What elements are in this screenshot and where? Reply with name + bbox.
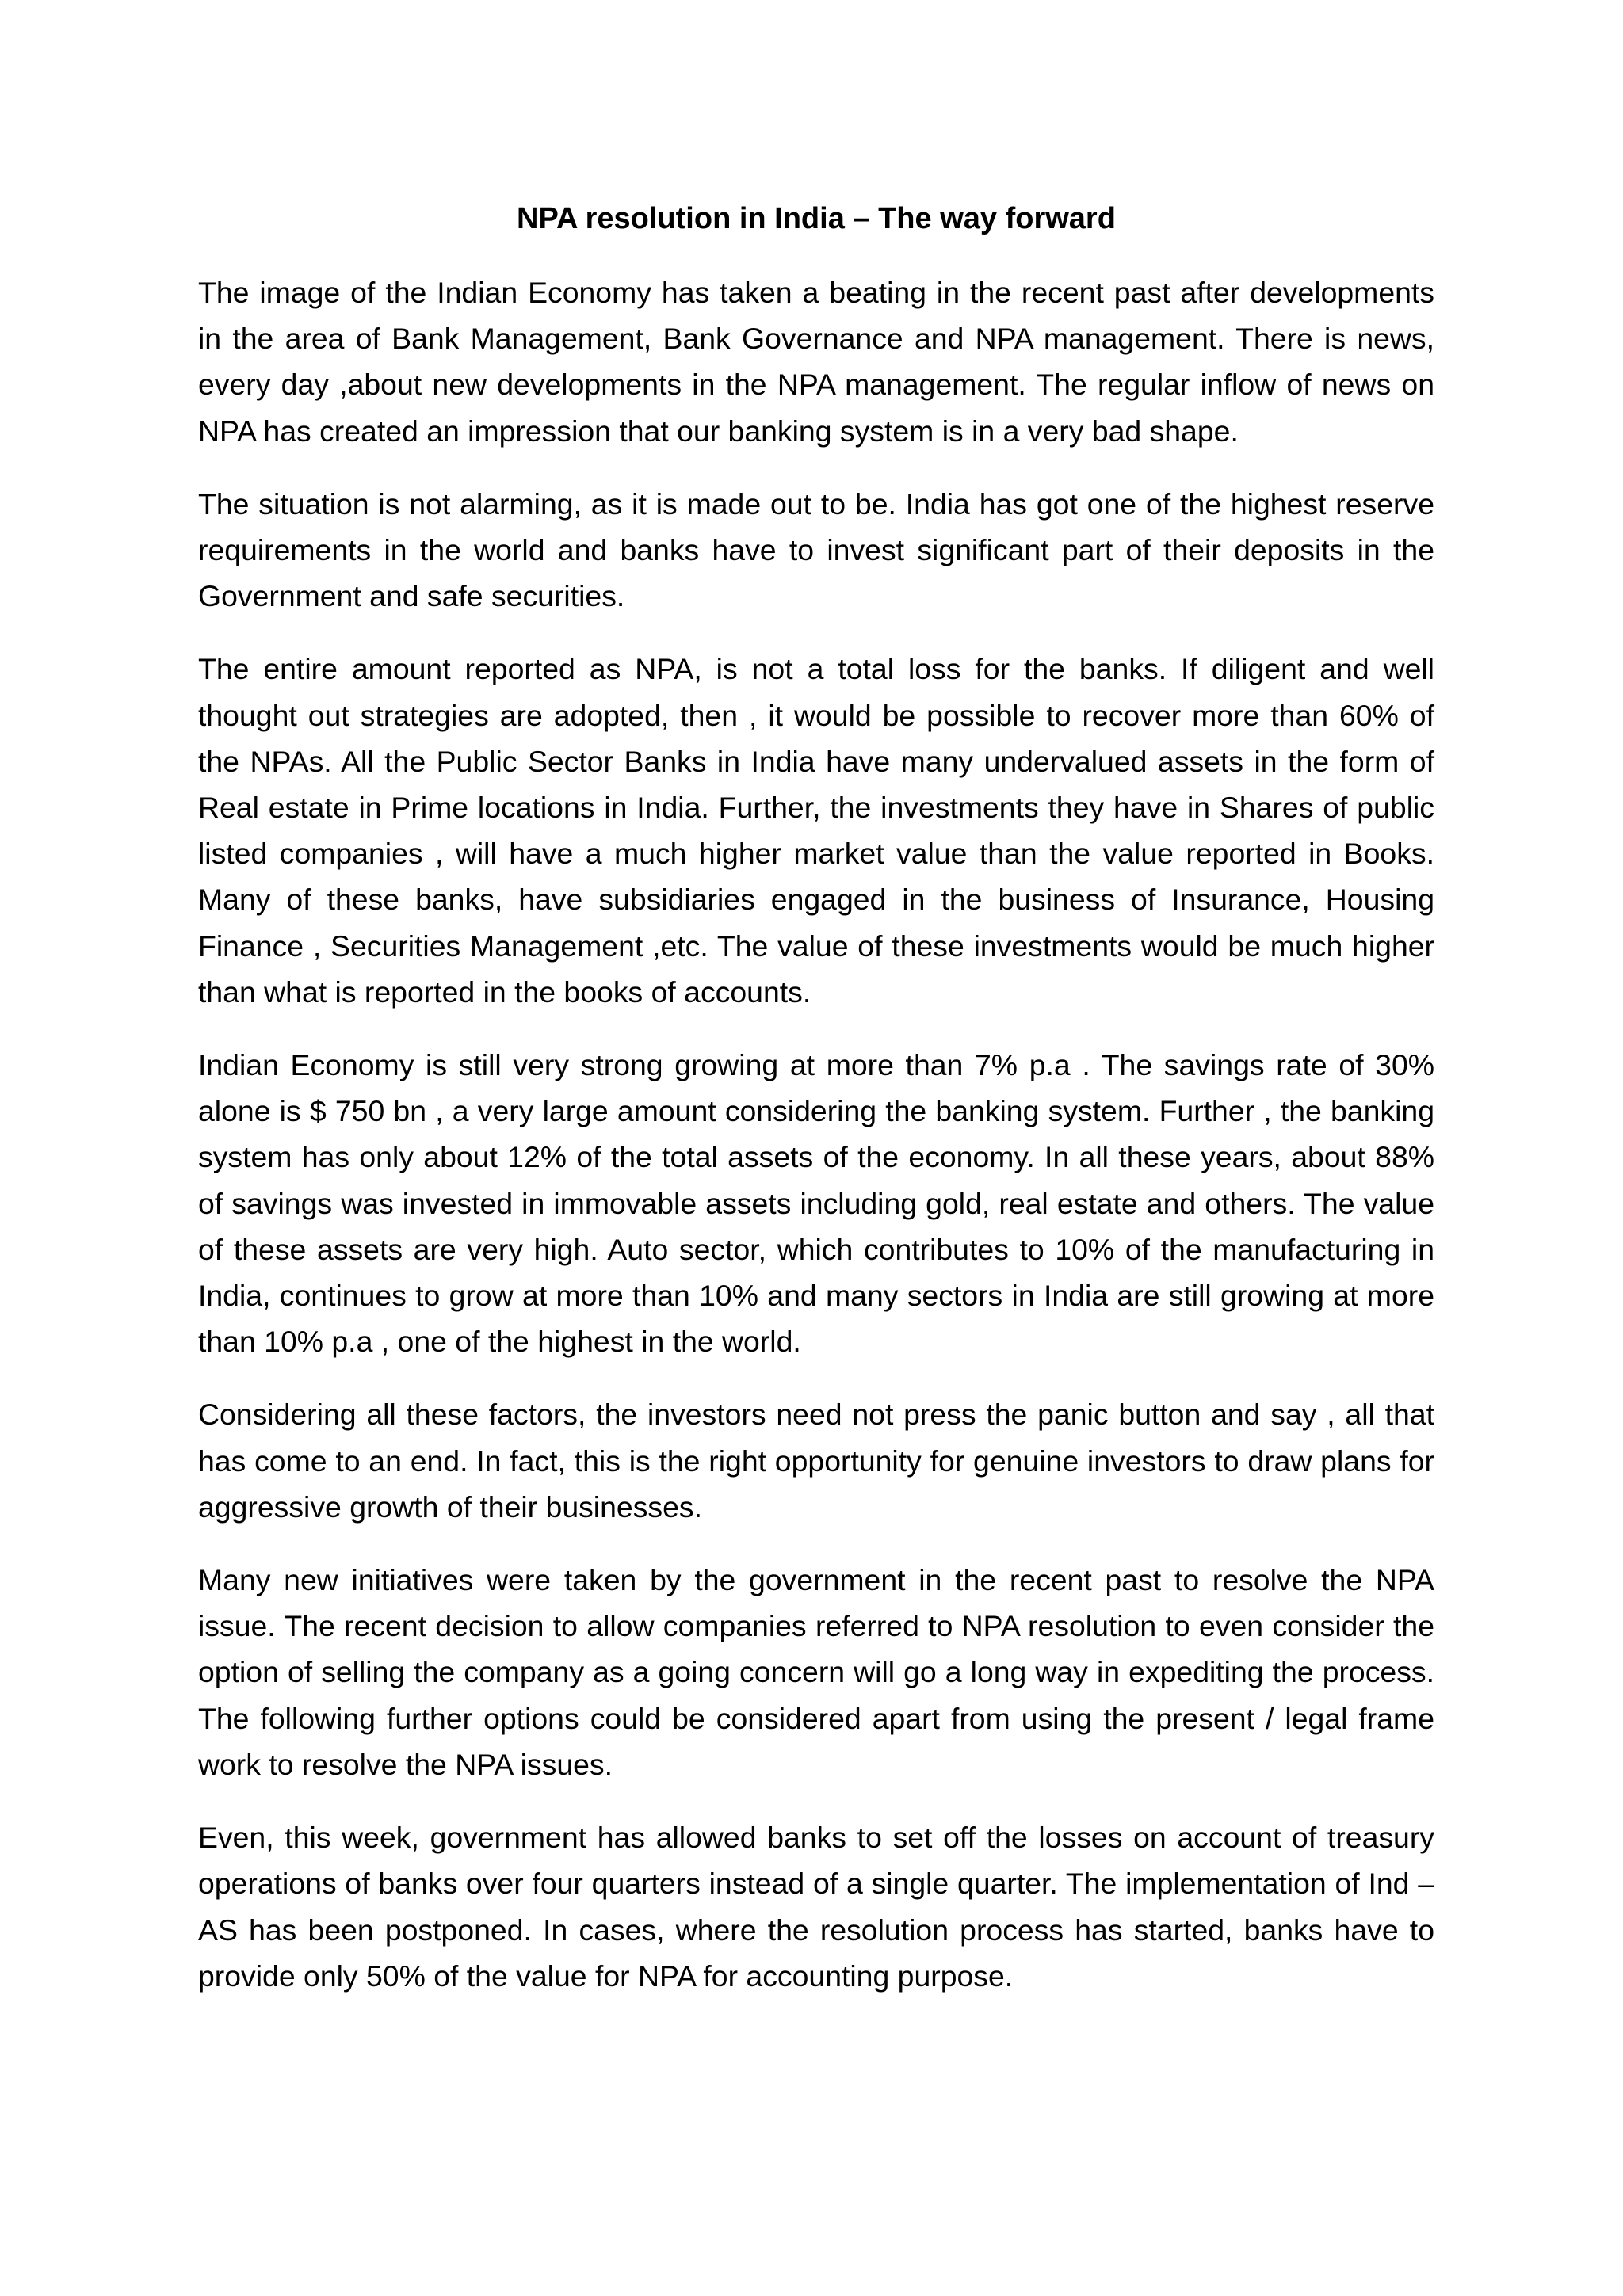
- paragraph-1: The image of the Indian Economy has taken a beating in the recent past after developments in the area of Bank Management, Bank Governance and NPA management. There is news, every day ,about new developments in the NPA management. The regular inflow of news on NPA has created an impression that our banking system is in a very bad shape.: [198, 276, 1434, 448]
- document-page: [198, 196, 1434, 2026]
- paragraph-6: Many new initiatives were taken by the government in the recent past to resolve the NPA issue. The recent decision to allow companies referred to NPA resolution to even consider the option of selling the company as a going concern will go a long way in expediting the process. The following further options could be considered apart from using the present / legal frame work to resolve the NPA issues.: [198, 1563, 1434, 1781]
- document-title: NPA resolution in India – The way forward: [517, 202, 1116, 235]
- paragraph-4: Indian Economy is still very strong growing at more than 7% p.a . The savings rate of 30% alone is $ 750 bn , a very large amount considering the banking system. Further , the banking system has only about 12% of the total assets of the economy. In all these years, about 88% of savings was invested in immovable assets including gold, real estate and others. The value of these assets are very high. Auto sector, which contributes to 10% of the manufacturing in India, continues to grow at more than 10% and many sectors in India are still growing at more than 10% p.a , one of the highest in the world.: [198, 1048, 1434, 1359]
- paragraph-2: The situation is not alarming, as it is made out to be. India has got one of the highest reserve requirements in the world and banks have to invest significant part of their deposits in the Government and safe securities.: [198, 486, 1434, 613]
- paragraph-5: Considering all these factors, the investors need not press the panic button and say , all that has come to an end. In fact, this is the right opportunity for genuine investors to draw plans for aggressive growth of their businesses.: [198, 1398, 1434, 1524]
- paragraph-7: Even, this week, government has allowed banks to set off the losses on account of treasury operations of banks over four quarters instead of a single quarter. The implementation of Ind – AS has been postponed. In cases, where the resolution process has started, banks have to provide only 50% of the value for NPA for accounting purpose.: [198, 1821, 1434, 1993]
- paragraph-3: The entire amount reported as NPA, is not a total loss for the banks. If diligent and well thought out strategies are adopted, then , it would be possible to recover more than 60% of the NPAs. All the Public Sector Banks in India have many undervalued assets in the form of Real estate in Prime locations in India. Further, the investments they have in Shares of public listed companies , will have a much higher market value than the value reported in Books. Many of these banks, have subsidiaries engaged in the business of Insurance, Housing Finance , Securities Management ,etc. The value of these investments would be much higher than what is reported in the books of accounts.: [198, 652, 1434, 1009]
